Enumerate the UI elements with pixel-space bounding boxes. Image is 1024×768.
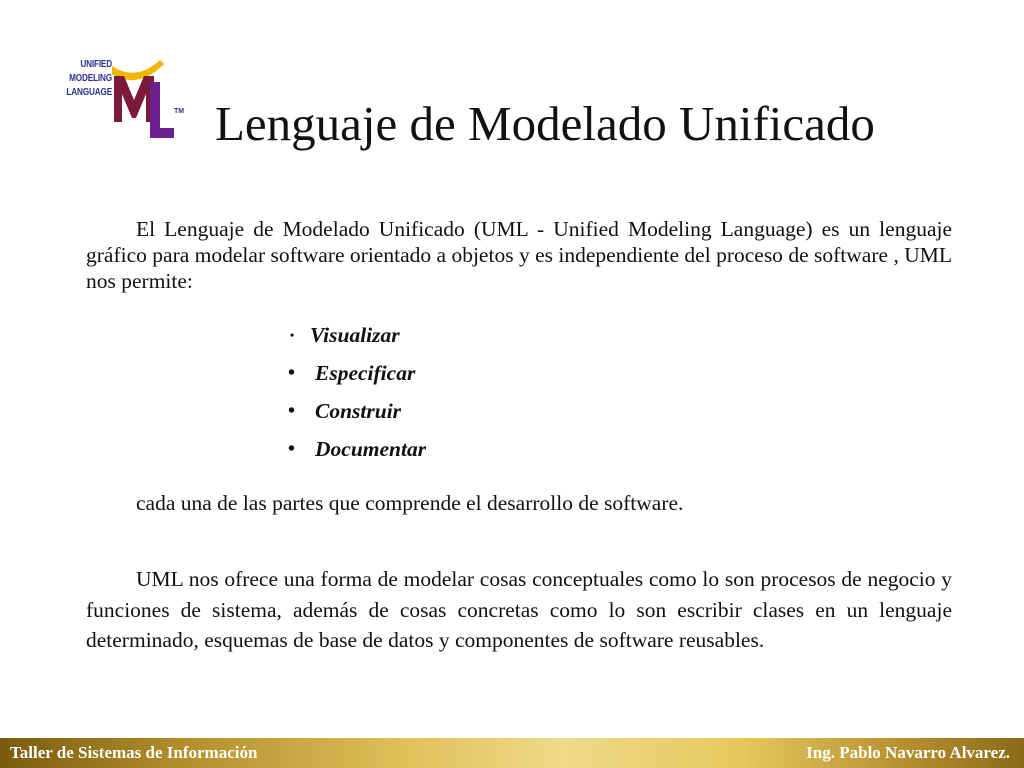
logo-line-modeling: MODELING — [69, 73, 112, 84]
list-item — [288, 430, 426, 468]
list-item — [288, 392, 426, 430]
capabilities-list — [288, 316, 426, 468]
bullet-icon: • — [288, 400, 296, 422]
logo-trademark: TM — [174, 108, 185, 115]
bullet-icon: • — [288, 362, 296, 384]
bullet-text: Especificar — [315, 361, 416, 385]
bullet-icon: • — [290, 328, 295, 342]
footer-course: Taller de Sistemas de Información — [10, 743, 258, 762]
uml-ml-logo-icon — [110, 56, 176, 142]
bullet-text: Construir — [315, 399, 402, 423]
continuation-text: cada una de las partes que comprende el desarrollo de software. — [136, 491, 684, 515]
bullet-icon: • — [288, 438, 296, 460]
logo-line-unified: UNIFIED — [80, 59, 112, 70]
uml-logo — [56, 56, 186, 144]
second-paragraph: UML nos ofrece una forma de modelar cosas conceptuales como lo son procesos de negocio y funciones de sistema, además de cosas concretas como lo son escribir clases en un lenguaje determinado, esquemas de base de datos y componentes de software reusables. — [86, 567, 952, 652]
bullet-text: Documentar — [315, 437, 427, 461]
footer-author: Ing. Pablo Navarro Alvarez. — [806, 743, 1010, 762]
logo-line-language: LANGUAGE — [66, 87, 112, 98]
list-item — [288, 316, 426, 354]
list-item — [288, 354, 426, 392]
slide-title: Lenguaje de Modelado Unificado — [215, 96, 875, 151]
footer-bar — [0, 738, 1024, 768]
bullet-text: Visualizar — [310, 323, 400, 347]
intro-paragraph: El Lenguaje de Modelado Unificado (UML - Unified Modeling Language) es un lenguaje gráfico para modelar software orientado a objetos y es independiente del proceso de software , UML nos permite: — [86, 217, 952, 293]
logo-wordmark — [56, 58, 112, 100]
